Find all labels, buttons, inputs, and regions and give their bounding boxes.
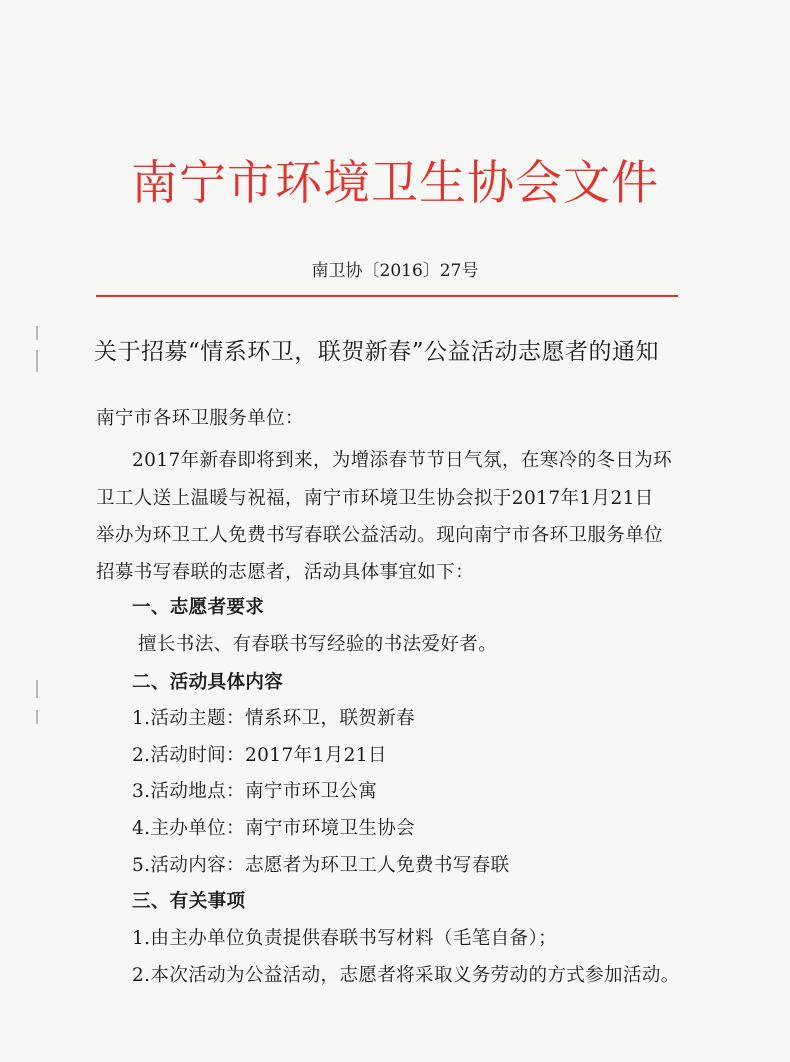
scan-mark bbox=[36, 350, 38, 372]
list-item: 1.活动主题：情系环卫，联贺新春 bbox=[132, 708, 416, 729]
section-heading: 三、有关事项 bbox=[132, 891, 246, 912]
notice-title: 关于招募“情系环卫，联贺新春”公益活动志愿者的通知 bbox=[94, 339, 660, 365]
scan-mark bbox=[36, 710, 38, 724]
salutation: 南宁市各环卫服务单位： bbox=[96, 408, 304, 429]
section-heading: 一、志愿者要求 bbox=[132, 597, 265, 618]
section-heading: 二、活动具体内容 bbox=[132, 672, 284, 693]
red-divider bbox=[96, 295, 678, 297]
masthead-title: 南宁市环境卫生协会文件 bbox=[131, 156, 659, 211]
body-line: 卫工人送上温暖与祝福，南宁市环境卫生协会拟于2017年1月21日 bbox=[96, 488, 654, 509]
body-line: 2017年新春即将到来，为增添春节节日气氛，在寒冷的冬日为环 bbox=[132, 450, 673, 471]
section-text: 擅长书法、有春联书写经验的书法爱好者。 bbox=[138, 634, 498, 655]
list-item: 1.由主办单位负责提供春联书写材料（毛笔自备）； bbox=[132, 928, 558, 949]
list-item: 4.主办单位：南宁市环境卫生协会 bbox=[132, 818, 416, 839]
document-number: 南卫协〔2016〕27号 bbox=[311, 261, 479, 281]
list-item: 5.活动内容：志愿者为环卫工人免费书写春联 bbox=[132, 855, 510, 876]
list-item: 2.活动时间：2017年1月21日 bbox=[132, 745, 387, 766]
scan-mark bbox=[36, 680, 38, 698]
scan-mark bbox=[36, 326, 38, 340]
list-item: 2.本次活动为公益活动，志愿者将采取义务劳动的方式参加活动。 bbox=[132, 965, 680, 986]
list-item: 3.活动地点：南宁市环卫公寓 bbox=[132, 781, 378, 802]
body-line: 招募书写春联的志愿者，活动具体事宜如下： bbox=[96, 562, 475, 583]
body-line: 举办为环卫工人免费书写春联公益活动。现向南宁市各环卫服务单位 bbox=[96, 525, 664, 546]
